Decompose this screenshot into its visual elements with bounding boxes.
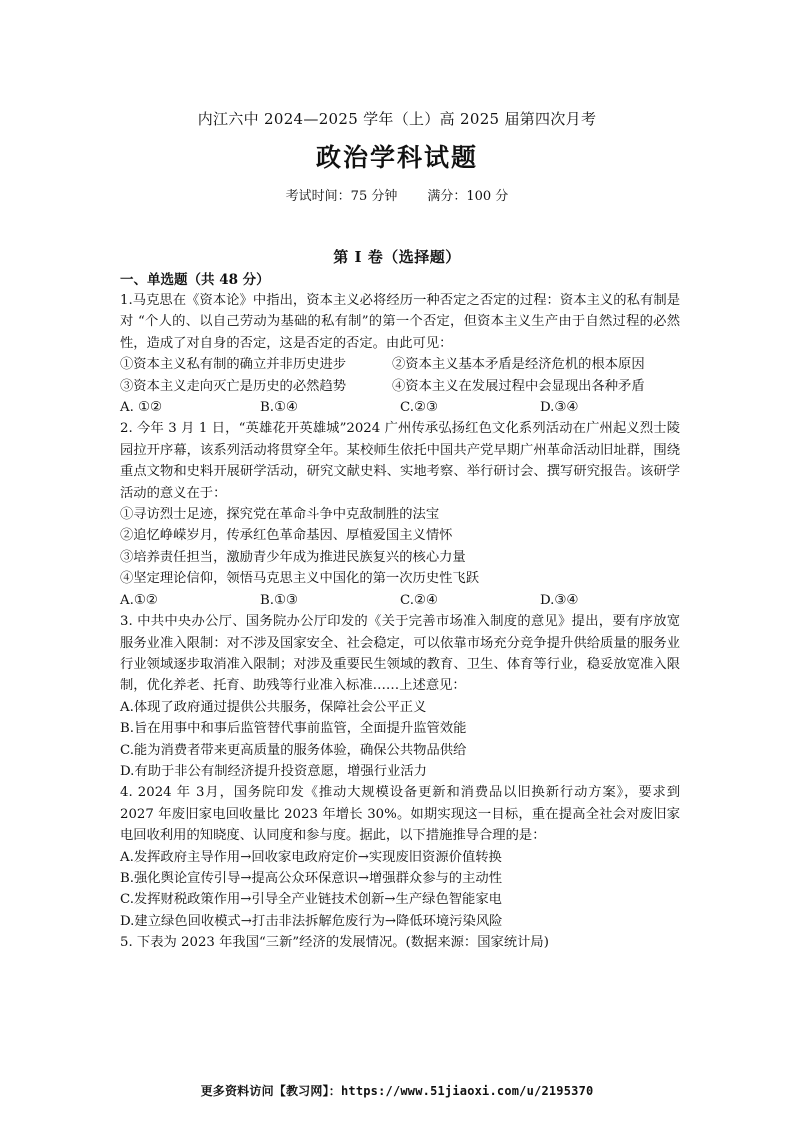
q2-choices (120, 590, 680, 611)
q1-statement-1: ①资本主义私有制的确立并非历史进步 (120, 357, 347, 373)
q3-choice-b: B.旨在用事中和事后监管替代事前监管，全面提升监管效能 (120, 721, 467, 737)
exam-time: 考试时间：75 分钟 (285, 189, 398, 204)
q2-statement-2: ②追忆峥嵘岁月，传承红色革命基因、厚植爱国主义情怀 (120, 528, 453, 544)
q1-statement-4: ④资本主义在发展过程中会显现出各种矛盾 (392, 378, 645, 394)
q1-choice-d: D.③④ (540, 400, 579, 416)
q2-statement-1: ①寻访烈士足迹，探究党在革命斗争中克敌制胜的法宝 (120, 507, 440, 523)
exam-title: 政治学科试题 (315, 143, 478, 172)
q5-stem: 5. 下表为 2023 年我国“三新”经济的发展情况。(数据来源：国家统计局) (120, 935, 549, 951)
q3-choice-d: D.有助于非公有制经济提升投资意愿，增强行业活力 (120, 763, 427, 779)
q4-stem: 4. 2024 年 3月，国务院印发《推动大规模设备更新和消费品以旧换新行动方案》，要求到 2027 年废旧家电回收量比 2023 年增长 30%。如期实现这一目标，重在提高全社会对废旧家电回收利用的知晓度、认同度和参与度。据此，以下措施推导合理的是： (120, 785, 680, 844)
q1-choices (120, 397, 680, 418)
exam-meta (0, 185, 794, 204)
questions (120, 290, 680, 954)
q3-choice-c: C.能为消费者带来更高质量的服务体验，确保公共物品供给 (120, 742, 467, 758)
q1-stem: 1.马克思在《资本论》中指出，资本主义必将经历一种否定之否定的过程：资本主义的私有制是对 “个人的、以自己劳动为基础的私有制”的第一个否定，但资本主义生产由于自然过程的必然性，造成了对自身的否定，这是否定的否定。由此可见： (120, 293, 680, 351)
q4-choice-b: B.强化舆论宣传引导→提高公众环保意识→增强群众参与的主动性 (120, 870, 502, 886)
q4-choice-d: D.建立绿色回收模式→打击非法拆解危废行为→降低环境污染风险 (120, 913, 503, 929)
q3-stem: 3. 中共中央办公厅、国务院办公厅印发的《关于完善市场准入制度的意见》提出，要有序放宽服务业准入限制：对不涉及国家安全、社会稳定，可以依靠市场充分竞争提升供给质量的服务业行业领域逐步取消准入限制；对涉及重要民生领域的教育、卫生、体育等行业，稳妥放宽准入限制，优化养老、托育、助残等行业准入标准……上述意见： (120, 614, 680, 694)
q1-statements-row2 (120, 376, 680, 397)
q2-stem: 2. 今年 3 月 1 日，“英雄花开英雄城”2024 广州传承弘扬红色文化系列活动在广州起义烈士陵园拉开序幕，该系列活动将贯穿全年。某校师生依托中国共产党早期广州革命活动旧址群，围绕重点文物和史料开展研学活动，研究文献史料、实地考察、举行研讨会、撰写研究报告。该研学活动的意义在于： (120, 421, 680, 501)
q1-statement-2: ②资本主义基本矛盾是经济危机的根本原因 (392, 357, 645, 373)
q1-statements-row1 (120, 354, 680, 375)
footer-source-link[interactable]: 更多资料访问【教习网】：https://www.51jiaoxi.com/u/2195370 (200, 1084, 594, 1098)
part-title: 一、单选题（共 48 分） (120, 272, 270, 288)
q1-statement-3: ③资本主义走向灭亡是历史的必然趋势 (120, 378, 347, 394)
q1-choice-b: B.①④ (260, 400, 298, 416)
q3-choice-a: A.体现了政府通过提供公共服务，保障社会公平正义 (120, 699, 427, 715)
q4-choice-a: A.发挥政府主导作用→回收家电政府定价→实现废旧资源价值转换 (120, 849, 502, 865)
q2-choice-b: B.①③ (260, 592, 298, 608)
q2-choice-a: A.①② (120, 592, 158, 608)
q4-choice-c: C.发挥财税政策作用→引导全产业链技术创新→生产绿色智能家电 (120, 892, 502, 908)
q2-choice-c: C.②④ (400, 592, 438, 608)
q2-statement-4: ④坚定理论信仰，领悟马克思主义中国化的第一次历史性飞跃 (120, 571, 480, 587)
q2-choice-d: D.③④ (540, 592, 579, 608)
q2-statement-3: ③培养责任担当，激励青少年成为推进民族复兴的核心力量 (120, 549, 466, 565)
school-exam-line: 内江六中 2024—2025 学年（上）高 2025 届第四次月考 (197, 110, 597, 128)
full-score: 满分：100 分 (427, 189, 509, 204)
q1-choice-a: A. ①② (120, 400, 162, 416)
q1-choice-c: C.②③ (400, 400, 438, 416)
section-title: 第 Ⅰ 卷（选择题） (333, 248, 461, 266)
